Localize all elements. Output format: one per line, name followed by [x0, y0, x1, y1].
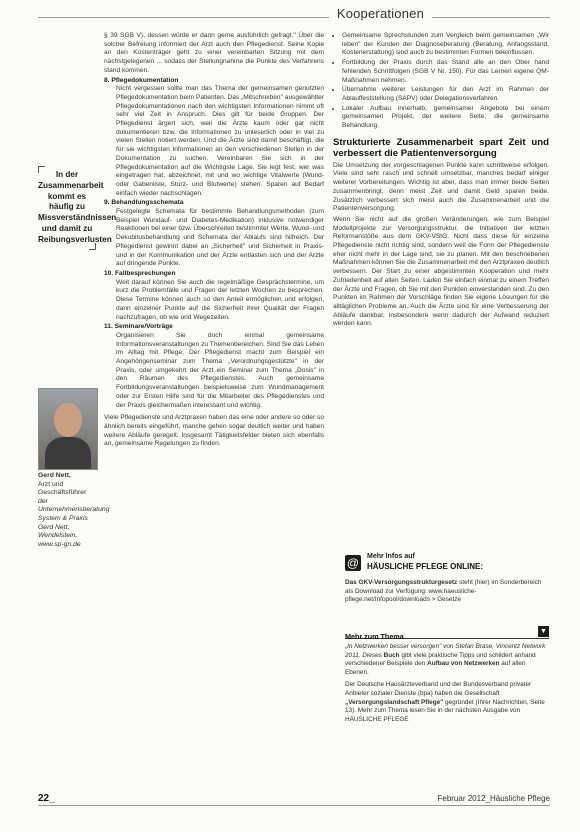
- more-topic-box: [345, 626, 549, 724]
- info-box-title: HÄUSLICHE PFLEGE ONLINE:: [367, 562, 484, 571]
- list-item-text: Weit darauf können Sie auch die regelmäßige Gesprächstermine, um kurz die Problemfälle und Fragen der letzten Wochen zu besprechen. Diese Termine können auch so den Anteil ermöglichen und erfolgen, dann einzelner Punkte auf die Sicherheit ihrer Qualität der Fragen nachzufragen, ob wie und Wegezeiten.: [116, 278, 324, 321]
- intro-paragraph: § 39 SGB V), dessen würde er dann gerne ausführlich gefragt." Über die solcher Befreiung informiert der Arzt auch den Pflegedienst. Seine Kopie an den Kostenträger geht zu einer vereinbarten Sitzung mit dem nächstgelegenen ... sodass der Stellungnahme die Punkte des Verfahrens stand kommen.: [104, 32, 324, 74]
- author-position: der Unternehmensberatung System & Praxis Gerd Nett, Wendelstein,: [38, 497, 110, 540]
- bullet-list: [333, 32, 549, 131]
- bullet-item: • Lokaler Aufbau innerhalb, gemeinsamer Angebote bei einem gemeinsamen Projekt, der weitere Seite, die gemeinsame Behandlung.: [342, 105, 549, 131]
- list-item-text: Nicht vergessen sollte man das Thema der gemeinsamen genutzten Pflegedokumentation beim Patienten. Das „Mitschreiben" ausgewählter Pflegedokumentationen nach den wichtigsten Informationen nimmt oft sehr viel Zeit in Anspruch. Dies gilt für beide Gruppen. Der Pflegedienst ärgert sich, weil die Ärzte kaum oder gar nicht dokumentieren bzw. die Informationen zu unleserlich oder in viel zu vielen Stellen notiert werden. Und die Ärzte sind damit beschäftigt, die für sie wichtigsten Informationen an den verschiedenen Stellen in der Dokumentation zu suchen. Vereinbaren Sie sich in der Pflegedokumentation auf die Wichtigste Lage. Sie legt fest, wer was eingetragen hat, abzeichnet, mit und wo wichtige Vitalwerte (Wund- oder Gabenliste, Sturz- und Blutwerte) stehen. Sparen auf Bedarf einfach wieder nachschlagen.: [116, 85, 324, 197]
- author-role: Arzt und Geschäftsführer: [38, 480, 87, 497]
- list-item-text: Festgelegte Schemata für bestimmte Behandlungsmethoden (zum Beispiel Wundauf- und Diabetes-Medikation) inklusive notwendiger Reaktionen bei einer bzw. Überschreiten bestimmter Werte, Wund- und Dekubitusbehandlung und Schemata der Ablaufs sind hilfreich. Der Pflegedienst gewinnt dabei an „Sicherheit" und Sicherheit in Praxis- und in der Kommunikation und der Ärzte entlasten sich und der Arzte auf dringende Punkte.: [116, 208, 324, 268]
- pull-quote-corner-bottom: [89, 243, 96, 250]
- outro-paragraph: Viele Pflegedienste und Arztpraxen haben das eine oder andere so oder so ähnlich bereits eingeführt, manche gehen sogar deutlich weiter und haben weitere Abläufe geregelt. Insgesamt Tätigkeitsfelder bieten sich ebenfalls an, gemeinsame Regelungen zu finden.: [104, 414, 324, 448]
- bullet-item: • Übernahme weiterer Leistungen für den Arzt im Rahmen der Ablauffeststellung (SAPV) oder Delegationsverfahren.: [342, 86, 549, 103]
- author-photo-head: [54, 403, 82, 437]
- more-topic-bar: [345, 626, 549, 639]
- more-topic-paragraph: „In Netzwerken besser versorgen" von Stefan Brase, Vincentz Network 2011. Dieses Buch gibt viele praktische Tipps und schildert anhand verschiedener Beispiele den Aufbau von Netzwerken auf allen Ebenen.: [345, 643, 546, 676]
- list-item-9: [104, 199, 324, 269]
- footer-rule: [38, 805, 550, 806]
- list-item-11: [104, 323, 324, 410]
- section-title: Kooperationen: [329, 6, 432, 21]
- article-column-left: [104, 32, 324, 450]
- bullet-item: • Gemeinsame Sprechstunden zum Vergleich beim gemeinsamen „Wir leben" der Kunden der Diagnoseberatung (Beratung, Anfangsstand, Kostenerstattung) sind auch zu bestimmten Formen beeinflussen.: [342, 32, 549, 58]
- list-item-heading: 9. Behandlungsschemata: [104, 199, 184, 207]
- body-paragraph: Wenn Sie nicht auf die großen Veränderungen, wie zum Beispiel Modellprojekte zur Versorgungsstruktur, die Initiativen der letzten Reformanstöße aus dem GKV-VStG. Nicht dass diese für einzelne Pflegedienste nicht richtig sind, sondern weil die Form der Pflegedienste eher nicht mehr in der Lage sind, sie zu planen. Mit den beschriebenen Maßnahmen können Sie die Zusammenarbeit mit den Arztpraxen deutlich verbessern. Der Start zu einer abgestimmten Kooperation und mehr Zufriedenheit auf allen Seiten. Laden Sie einfach einmal zu einem Treffen der Ärzte und Fragen, ob Sie mit den Punkten einverstanden sind. Zu den Punkten im Rahmen der Vorschläge finden Sie eigene Lösungen für die alltäglichen Probleme an. Auch die Ärzte sind für eine Verbesserung der Abläufe dankbar, insbesondere wenn dadurch der Aufwand reduziert werden kann.: [333, 215, 549, 328]
- author-name: Gerd Nett,: [38, 472, 71, 479]
- info-box-text: Das GKV-Versorgungsstrukturgesetz steht (hier) im Sonderbereich als Download zur Verfügung: www.haeusliche-pflege.net/Infopool/downloads > Gesetze: [345, 579, 542, 604]
- info-box-label: Mehr Infos auf: [367, 553, 415, 560]
- body-paragraph: Die Umsetzung der vorgeschlagenen Punkte kann schrittweise erfolgen. Viele sind sehr rasch und schnell umsetzbar, manches bedarf einiger weiterer Vorbereitungen. Wichtig ist aber, dass man immer beide Seiten zusammenbringt, denn meist Zeit und damit Geld sparen beide. Zusätzlich verbessert sich meist auch die Zusammenarbeit und die Patientenversorgung.: [333, 161, 549, 213]
- article-column-right: [333, 32, 549, 331]
- author-url[interactable]: www.sp-gn.de: [38, 540, 81, 548]
- author-caption: [38, 472, 110, 549]
- pull-quote-text: In der Zusammenarbeit kommt es häufig zu Missverständnissen und damit zu Reibungsverlusten: [38, 170, 117, 244]
- bullet-item: • Fortbildung der Praxis durch das Stand alle an den Ober hand fehlenden Schrittfolgen (SGB V Nr. 150). Für das Lernen eigene QM-Maßnahmen nehmen.: [342, 59, 549, 85]
- more-topic-paragraph: Der Deutsche Hausärzteverband und der Bundesverband privater Anbieter sozialer Dienste (bpa) haben die Gesellschaft „Versorgungslandschaft Pflege" gegründet (Ihrer Nachrichten, Seite 13). Mehr zum Thema lesen Sie in der nächsten Ausgabe von HÄUSLICHE PFLEGE: [345, 681, 545, 723]
- section-heading: Strukturierte Zusammenarbeit spart Zeit und verbessert die Patientenversorgung: [333, 136, 549, 159]
- at-icon: @: [346, 556, 360, 570]
- list-item-heading: 10. Fallbesprechungen: [104, 269, 176, 277]
- page-header: [38, 6, 550, 28]
- page-number: 22_: [38, 793, 55, 804]
- pull-quote-corner-top: [38, 166, 45, 173]
- issue-info: Februar 2012_Häusliche Pflege: [437, 794, 550, 803]
- list-item-heading: 11. Seminare/Vorträge: [104, 323, 173, 331]
- author-photo: [38, 388, 98, 470]
- list-item-text: Organisieren Sie doch einmal gemeinsame Informationsveranstaltungen zu Themenbereichen. Sind Sie das Leben im Alltag mit Pflege, Der Pflegedienst macht zum Beispiel ein Angehörigenseminar zum Thema „Verordnungsgestützte" in der Praxis, oder umgekehrt der Arzt ein Seminar zum Thema „Dosis" in den Räumen des Pflegedienstes. Auch gemeinsame Fortbildungsveranstaltungen beispielsweise zum Wundmanagement oder zur Ersten Hilfe sind für die Mitarbeiter des Pflegedienstes und der Praxis gleichermaßen interessant und wichtig.: [116, 331, 324, 409]
- header-rule: [38, 17, 550, 18]
- list-item-heading: 8. Pflegedokumentation: [104, 76, 179, 84]
- list-item-10: [104, 270, 324, 322]
- list-item-8: [104, 77, 324, 199]
- author-photo-body: [45, 437, 91, 470]
- more-topic-title: Mehr zum Thema: [345, 632, 404, 641]
- pull-quote: [38, 170, 117, 246]
- arrow-down-icon: ▼: [538, 626, 549, 637]
